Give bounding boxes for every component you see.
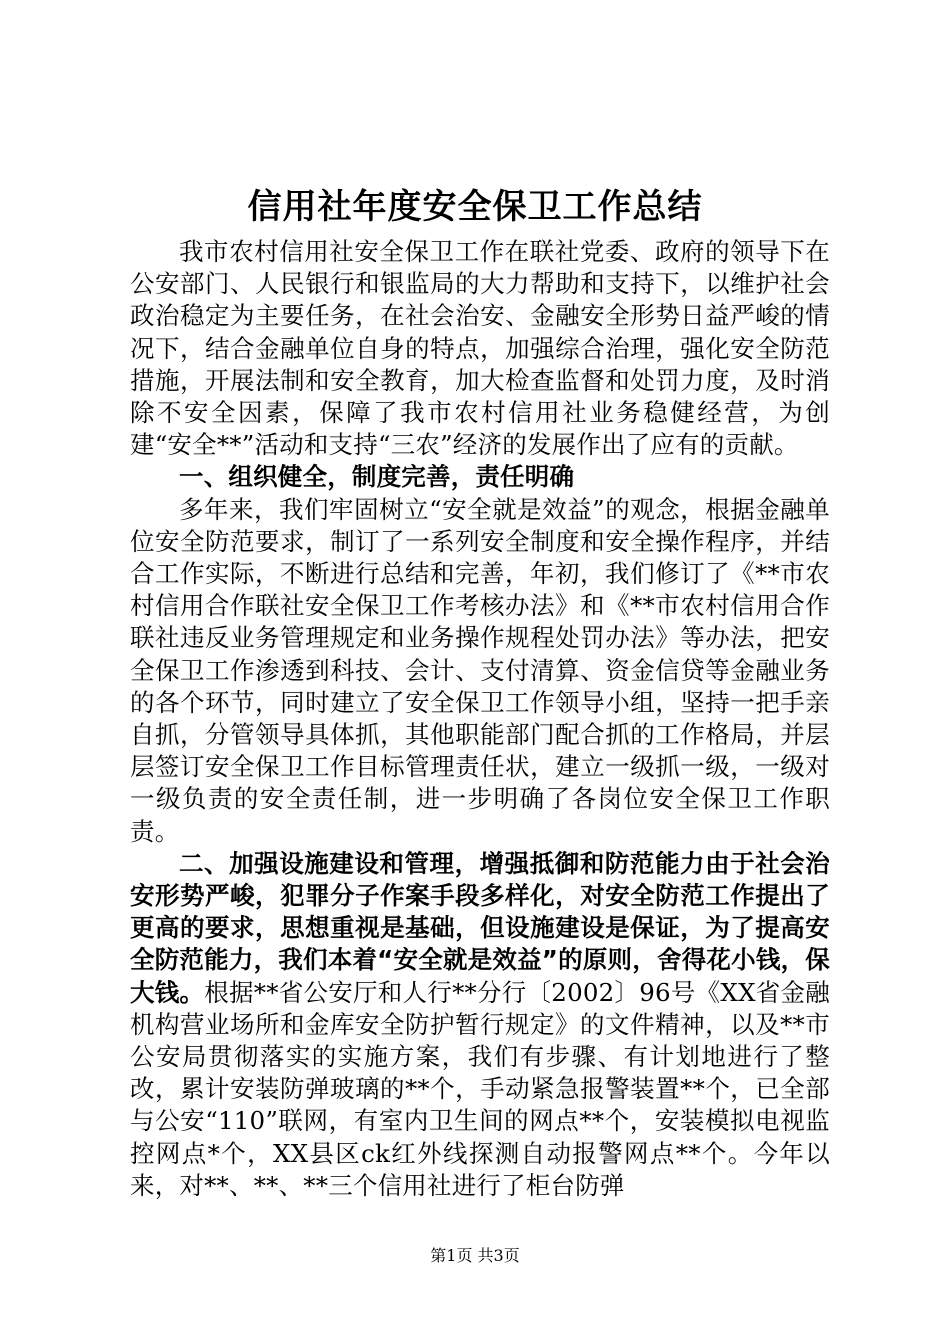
intro-paragraph: 我市农村信用社安全保卫工作在联社党委、政府的领导下在公安部门、人民银行和银监局的大力帮助和支持下，以维护社会政治稳定为主要任务，在社会治安、金融安全形势日益严峻的情况下，结合金融单位自身的特点，加强综合治理，强化安全防范措施，开展法制和安全教育，加大检查监督和处罚力度，及时消除不安全因素，保障了我市农村信用社业务稳健经营，为创建“安全**”活动和支持“三农”经济的发展作出了应有的贡献。: [130, 237, 830, 460]
document-title: 信用社年度安全保卫工作总结: [247, 187, 703, 227]
section-2-heading: 二、加强设施建设和管理，增强抵御和防范能力由于社会治安形势严峻，犯罪分子作案手段多样化，对安全防范工作提出了更高的要求，思想重视是基础，但设施建设是保证，为了提高安全防范能力，我们本着“安全就是效益”的原则，舍得花小钱，保大钱。: [130, 848, 830, 1007]
section-1-heading: 一、组织健全，制度完善，责任明确: [179, 462, 575, 492]
section-2-paragraph: [130, 848, 830, 1202]
document-body: [130, 236, 830, 1202]
section-1-paragraph: 多年来，我们牢固树立“安全就是效益”的观念，根据金融单位安全防范要求，制订了一系列安全制度和安全操作程序，并结合工作实际，不断进行总结和完善，年初，我们修订了《**市农村信用合作联社安全保卫工作考核办法》和《**市农村信用合作联社违反业务管理规定和业务操作规程处罚办法》等办法，把安全保卫工作渗透到科技、会计、支付清算、资金信贷等金融业务的各个环节，同时建立了安全保卫工作领导小组，坚持一把手亲自抓，分管领导具体抓，其他职能部门配合抓的工作格局，并层层签订安全保卫工作目标管理责任状，建立一级抓一级，一级对一级负责的安全责任制，进一步明确了各岗位安全保卫工作职责。: [130, 494, 830, 846]
page-footer: 第1页 共3页: [430, 1246, 520, 1265]
section-2-body: 根据**省公安厅和人行**分行〔2002〕96号《XX省金融机构营业场所和金库安全防护暂行规定》的文件精神，以及**市公安局贯彻落实的实施方案，我们有步骤、有计划地进行了整改，累计安装防弹玻璃的**个，手动紧急报警装置**个，已全部与公安“110”联网，有室内卫生间的网点**个，安装模拟电视监控网点*个，XX县区ck红外线探测自动报警网点**个。今年以来，对**、**、**三个信用社进行了柜台防弹: [130, 977, 830, 1200]
